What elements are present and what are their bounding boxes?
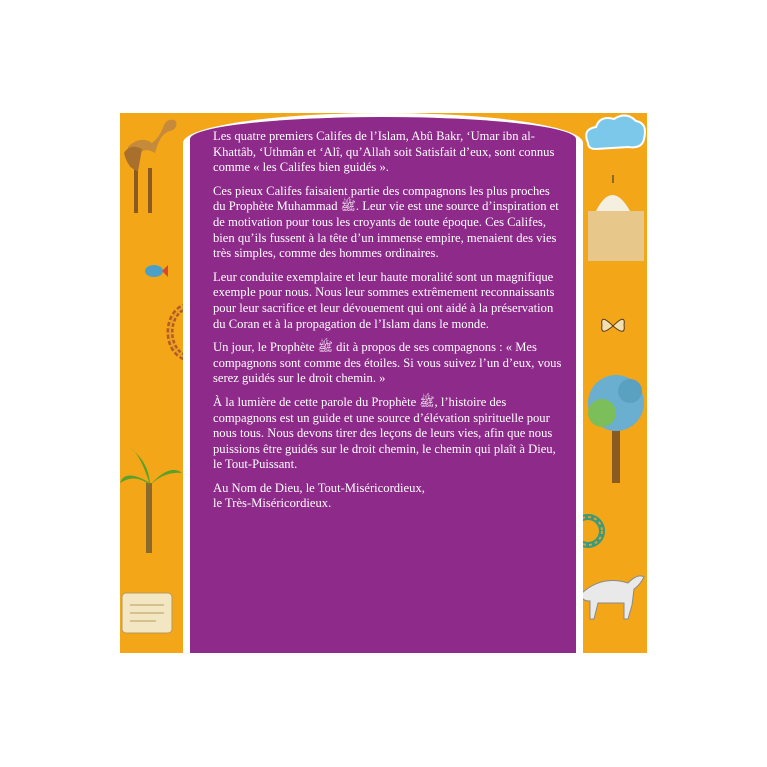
paragraph: Leur conduite exemplaire et leur haute moralité sont un magnifique exemple pour nous. Nous leur sommes extrêmement reconnaissants pour leur sacrifice et leur dévouement qui ont aidé à la préservation du Coran et à la propagation de l’Islam dans le monde. — [213, 269, 555, 331]
fish-icon — [142, 261, 168, 281]
paragraph: Un jour, le Prophète ﷺ dit à propos de ses compagnons : « Mes compagnons sont comme des étoiles. Si vous suivez l’un d’eux, vous serez guidés sur le droit chemin. » — [213, 340, 562, 386]
paragraph: À la lumière de cette parole du Prophète ﷺ, l’histoire des compagnons est un guide et une source d’élévation spirituelle pour nous tous. Nous devons tirer des leçons de leurs vies, afin que nous puissions être guidés sur le droit chemin, le chemin qui plaît à Dieu, le Tout-Puissant. — [213, 394, 556, 472]
cloud-icon — [582, 113, 647, 155]
tree-illustration — [582, 363, 647, 483]
body-text — [213, 129, 563, 512]
closing-line-2: le Très-Miséricordieux. — [213, 496, 332, 511]
paragraph: Les quatre premiers Califes de l’Islam, Abû Bakr, ‘Umar ibn al-Khattâb, ‘Uthmân et ‘Alî, qu’Allah soit Satisfait d’eux, sont connus comme « les Califes bien guidés ». — [213, 129, 555, 175]
horse-illustration — [572, 563, 647, 623]
camel-illustration — [120, 113, 182, 223]
closing-text — [213, 481, 563, 512]
scroll-icon — [120, 583, 180, 643]
butterfly-icon — [598, 311, 628, 341]
paragraph: Ces pieux Califes faisaient partie des compagnons les plus proches du Prophète Muhammad ﷺ. Leur vie est une source d’inspiration et de motivation pour tous les croyants de toute époque. Ces Califes, bien qu’ils fussent à la tête d’un immense empire, menaient des vies très simples, comme des hommes ordinaires. — [213, 183, 559, 261]
palm-tree-illustration — [120, 443, 182, 553]
book-page — [120, 113, 647, 653]
closing-line-1: Au Nom de Dieu, le Tout-Miséricordieux, — [213, 480, 425, 495]
mosque-dome-illustration — [582, 171, 647, 261]
